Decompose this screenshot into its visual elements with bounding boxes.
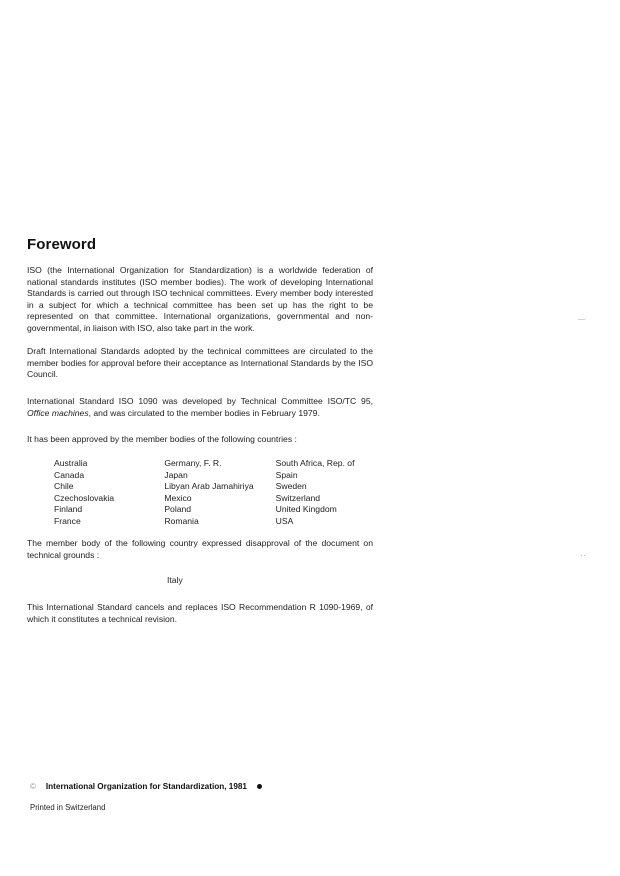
country: Germany, F. R. (164, 458, 222, 468)
country: Poland (164, 504, 192, 515)
paragraph-iso-intro: ISO (the International Organization for Standardization) is a worldwide federation of national standards institutes (ISO member bodies). The work of developing International Standards is carried out through ISO technical committees. Every member body interested in a subject for which a technical committee has been set up has the right to be represented on that committee. International organizations, governmental and non-governmental, in liaison with ISO, also take part in the work. (27, 265, 373, 333)
copyright-line (30, 782, 262, 791)
country: Canada (54, 469, 85, 480)
committee-name: Office machines (27, 407, 89, 418)
countries-column-1 (54, 458, 164, 528)
printed-in: Printed in Switzerland (30, 803, 106, 812)
country: Finland (54, 504, 83, 515)
country: Australia (54, 458, 88, 468)
country: Japan (164, 469, 188, 480)
countries-column-3 (276, 458, 384, 528)
country: Czechoslovakia (54, 492, 115, 503)
country: South Africa, Rep. of (275, 458, 355, 468)
country: USA (275, 515, 294, 526)
paragraph-disapproval: The member body of the following country expressed disapproval of the document on technical grounds : (27, 538, 373, 560)
country: Switzerland (275, 492, 321, 503)
country: Libyan Arab Jamahiriya (164, 481, 254, 492)
bullet-icon (257, 784, 262, 789)
country: France (54, 515, 81, 526)
paragraph-development (27, 396, 373, 419)
paragraph-development-text: International Standard ISO 1090 was developed by Technical Committee ISO/TC 95, (27, 396, 373, 406)
scan-mark-icon: ·· (580, 550, 586, 560)
scan-mark-icon: ‿ (578, 310, 586, 320)
copyright-text: International Organization for Standardization, 1981 (45, 782, 247, 791)
paragraph-replacement: This International Standard cancels and replaces ISO Recommendation R 1090-1969, of which it constitutes a technical revision. (27, 602, 373, 624)
country: Romania (164, 515, 199, 526)
disapproving-country: Italy (167, 575, 183, 585)
country: Spain (275, 469, 298, 480)
country: Chile (54, 481, 74, 492)
page-title: Foreword (27, 236, 97, 253)
countries-column-2 (164, 458, 275, 528)
copyright-icon: © (30, 782, 36, 791)
paragraph-draft-standards: Draft International Standards adopted by the technical committees are circulated to the member bodies for approval before their acceptance as International Standards by the ISO Council. (27, 346, 373, 380)
country: United Kingdom (275, 504, 337, 515)
country: Mexico (164, 492, 192, 503)
paragraph-approval: It has been approved by the member bodies of the following countries : (27, 434, 297, 444)
paragraph-development-tail: , and was circulated to the member bodies in February 1979. (88, 407, 320, 418)
country: Sweden (275, 481, 307, 492)
approving-countries-list (54, 458, 384, 528)
